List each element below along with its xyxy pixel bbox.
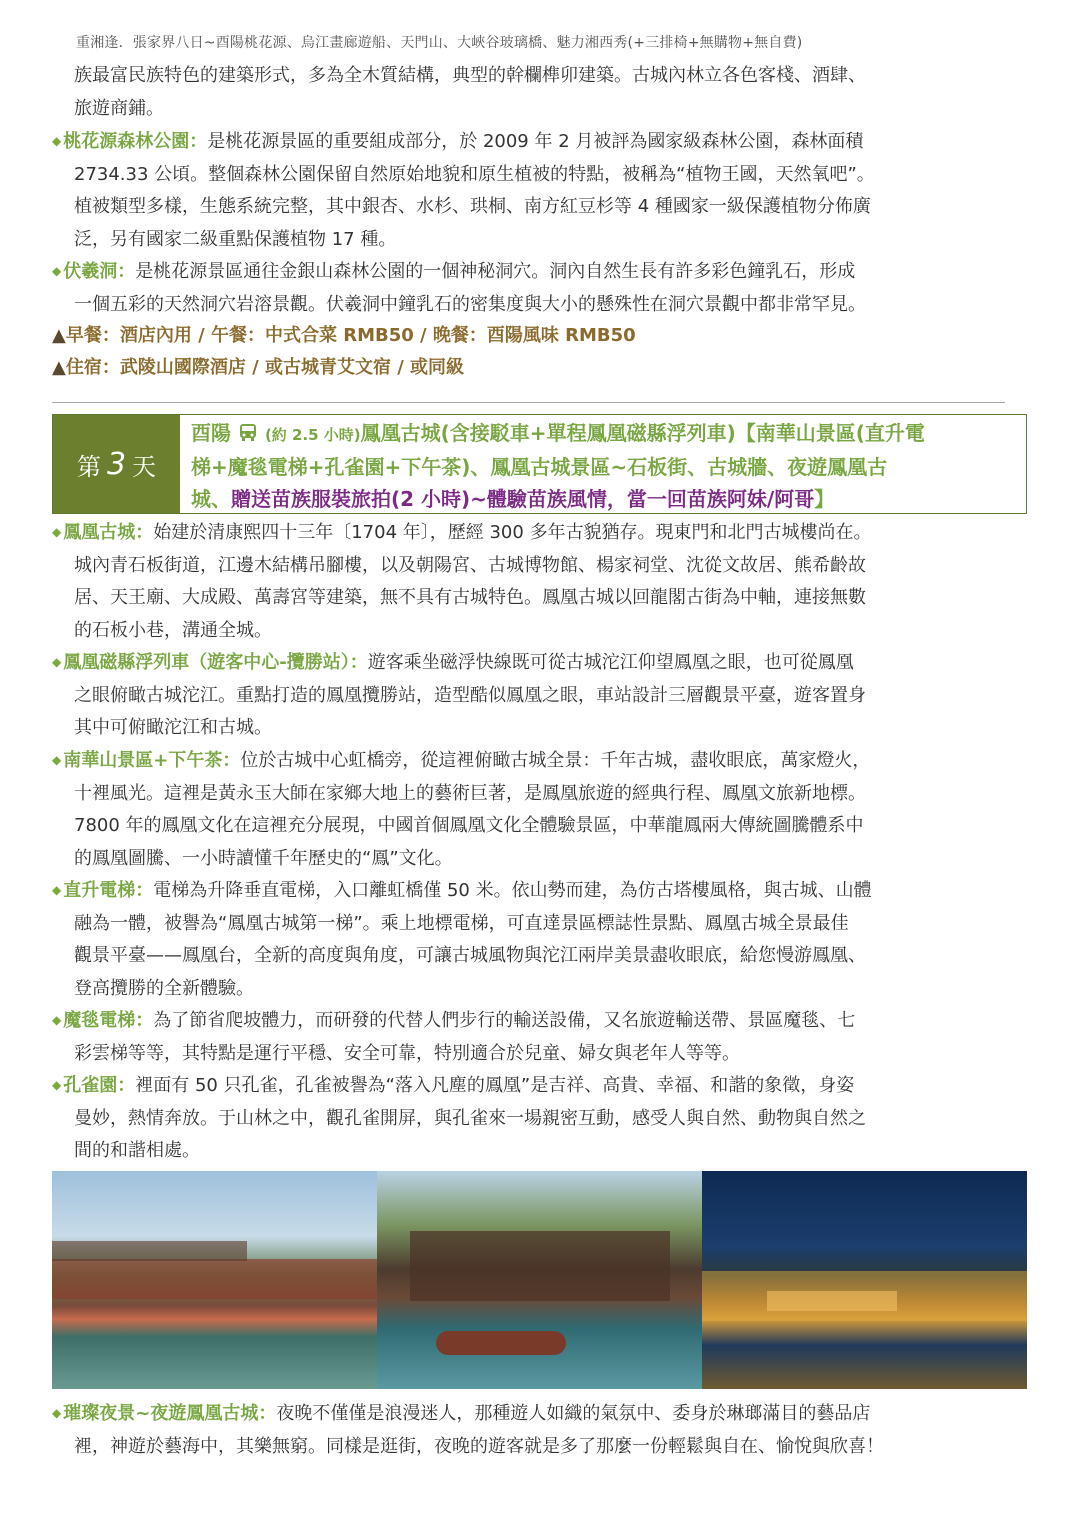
- paragraph-line: 登高攬勝的全新體驗。: [74, 977, 254, 999]
- triangle-icon: ▲: [52, 357, 66, 378]
- intro-line: 旅遊商鋪。: [74, 97, 164, 119]
- taohua-paragraph: [52, 125, 1028, 256]
- bullet-icon: ◆: [52, 753, 62, 767]
- paragraph-text: 是桃花源景區通往金銀山森林公園的一個神秘洞穴。洞內自然生長有許多彩色鐘乳石，形成: [135, 261, 856, 282]
- day-title-line3c: 】: [814, 487, 835, 511]
- intro-line: 族最富民族特色的建築形式，多為全木質結構，典型的幹欄榫卯建築。古城內林立各色客棧、酒肆、: [74, 65, 866, 86]
- photo-strip: [52, 1171, 1027, 1389]
- bullet-icon: ◆: [52, 1013, 62, 1027]
- paragraph-line: 曼妙，熱情奔放。于山林之中，觀孔雀開屏，與孔雀來一場親密互動，感受人與自然、動物與自然之: [74, 1107, 866, 1129]
- carpet-paragraph: [52, 1004, 1028, 1070]
- photo-riverside-town: [52, 1171, 377, 1389]
- bullet-icon: ◆: [52, 525, 62, 539]
- paragraph-text: 裡面有 50 只孔雀，孔雀被譽為“落入凡塵的鳳凰”是吉祥、高貴、幸福、和諧的象徵，身姿: [135, 1075, 855, 1096]
- day-title-line3a: 城、: [191, 487, 231, 511]
- paragraph-line: 之眼俯瞰古城沱江。重點打造的鳳凰攬勝站，造型酷似鳳凰之眼，車站設計三層觀景平臺，遊客置身: [74, 684, 866, 706]
- paragraph-line: 一個五彩的天然洞穴岩溶景觀。伏羲洞中鐘乳石的密集度與大小的懸殊性在洞穴景觀中都非常罕見。: [74, 293, 866, 315]
- day-number: 3: [106, 446, 127, 482]
- day-title-gift: 贈送苗族服裝旅拍(2 小時)~體驗苗族風情，當一回苗族阿妹/阿哥: [231, 487, 815, 511]
- elevator-paragraph: [52, 874, 1028, 1005]
- bullet-icon: ◆: [52, 134, 62, 148]
- bullet-icon: ◆: [52, 264, 62, 278]
- bullet-icon: ◆: [52, 1406, 62, 1420]
- paragraph-text: 遊客乘坐磁浮快線既可從古城沱江仰望鳳凰之眼，也可從鳳凰: [367, 652, 854, 673]
- meals-text: 早餐：酒店內用 / 午餐：中式合菜 RMB50 / 晚餐：酉陽風味 RMB50: [65, 325, 636, 346]
- paragraph-line: 2734.33 公頃。整個森林公園保留自然原始地貌和原生植被的特點，被稱為“植物王國，天然氧吧”。: [74, 163, 875, 185]
- bullet-icon: ◆: [52, 1078, 62, 1092]
- day-suffix: 天: [132, 452, 157, 481]
- peacock-paragraph: [52, 1069, 1028, 1168]
- fuxi-paragraph: [52, 255, 1028, 321]
- day-title-duration: (約 2.5 小時): [264, 426, 361, 444]
- paragraph-line: 裡，神遊於藝海中，其樂無窮。同樣是逛街，夜晚的遊客就是多了那麼一份輕鬆與自在、愉悅與欣喜！: [74, 1435, 884, 1457]
- paragraph-line: 觀景平臺——鳳凰台，全新的高度與角度，可讓古城風物與沱江兩岸美景盡收眼底，給您慢游鳳凰、: [74, 945, 866, 966]
- day-label: [53, 415, 180, 513]
- paragraph-title: 魔毯電梯：: [63, 1010, 154, 1031]
- paragraph-text: 位於古城中心虹橋旁，從這裡俯瞰古城全景：千年古城，盡收眼底，萬家燈火，: [240, 750, 871, 771]
- photo-stilt-houses-boat: [377, 1171, 702, 1389]
- photo-night-view: [702, 1171, 1027, 1389]
- bullet-icon: ◆: [52, 883, 62, 897]
- paragraph-title: 南華山景區+下午茶：: [63, 750, 241, 771]
- paragraph-title: 直升電梯：: [63, 880, 154, 901]
- day-title-line2: 梯+魔毯電梯+孔雀園+下午茶)、鳳凰古城景區~石板街、古城牆、夜遊鳳凰古: [191, 455, 888, 479]
- stay-line: [52, 352, 464, 384]
- paragraph-line: 7800 年的鳳凰文化在這裡充分展現，中國首個鳳凰文化全體驗景區，中華龍鳳兩大傳統圖騰體系中: [74, 815, 864, 836]
- nanhua-paragraph: [52, 744, 1028, 875]
- paragraph-line: 其中可俯瞰沱江和古城。: [74, 717, 272, 738]
- paragraph-line: 十裡風光。這裡是黃永玉大師在家鄉大地上的藝術巨著，是鳳凰旅遊的經典行程、鳳凰文旅新地標。: [74, 782, 866, 804]
- paragraph-line: 的石板小巷，溝通全城。: [74, 619, 272, 641]
- paragraph-text: 夜晚不僅僅是浪漫迷人，那種遊人如織的氣氛中、委身於琳瑯滿目的藝品店: [276, 1403, 871, 1424]
- meals-line: [52, 320, 636, 352]
- paragraph-line: 的鳳凰圖騰、一小時讀懂千年歷史的“鳳”文化。: [74, 847, 453, 869]
- paragraph-text: 是桃花源景區的重要組成部分，於 2009 年 2 月被評為國家級森林公園，森林面積: [207, 131, 864, 152]
- page-header: 重湘逢．張家界八日~酉陽桃花源、烏江畫廊遊船、天門山、大峽谷玻璃橋、魅力湘西秀(+三排椅+無購物+無自費): [76, 35, 803, 51]
- night-paragraph: [52, 1397, 1028, 1463]
- paragraph-line: 城內青石板街道，江邊木結構吊腳樓，以及朝陽宮、古城博物館、楊家祠堂、沈從文故居、熊希齡故: [74, 554, 866, 576]
- paragraph-line: 居、天王廟、大成殿、萬壽宮等建築，無不具有古城特色。鳳凰古城以回龍閣古街為中軸，連接無數: [74, 587, 866, 608]
- day-title: [191, 417, 1021, 515]
- paragraph-title: 鳳凰古城：: [63, 522, 154, 543]
- day-prefix: 第: [76, 452, 101, 481]
- triangle-icon: ▲: [52, 325, 66, 346]
- fenghuang-paragraph: [52, 516, 1028, 647]
- stay-text: 住宿：武陵山國際酒店 / 或古城青艾文宿 / 或同級: [65, 357, 465, 378]
- paragraph-line: 植被類型多樣，生態系統完整，其中銀杏、水杉、珙桐、南方紅豆杉等 4 種國家一級保護植物分佈廣: [74, 196, 871, 217]
- paragraph-line: 融為一體，被譽為“鳳凰古城第一梯”。乘上地標電梯，可直達景區標誌性景點、鳳凰古城全景最佳: [74, 912, 849, 934]
- intro-paragraph: [52, 60, 1028, 125]
- paragraph-title: 孔雀園：: [63, 1075, 136, 1096]
- paragraph-text: 為了節省爬坡體力，而研發的代替人們步行的輸送設備，又名旅遊輸送帶、景區魔毯、七: [153, 1010, 856, 1031]
- paragraph-text: 電梯為升降垂直電梯，入口離虹橋僅 50 米。依山勢而建，為仿古塔樓風格，與古城、山體: [153, 880, 872, 901]
- paragraph-title: 鳳凰磁縣浮列車（遊客中心-攬勝站）：: [63, 652, 368, 673]
- day-title-line1: 鳳凰古城(含接駁車+單程鳳凰磁縣浮列車)【南華山景區(直升電: [360, 421, 925, 445]
- bullet-icon: ◆: [52, 655, 62, 669]
- paragraph-text: 始建於清康熙四十三年〔1704 年〕，歷經 300 多年古貌猶存。現東門和北門古城樓尚在。: [153, 522, 872, 543]
- day-header-box: [52, 414, 1027, 514]
- paragraph-title: 璀璨夜景~夜遊鳳凰古城：: [63, 1403, 277, 1424]
- paragraph-line: 間的和諧相處。: [74, 1140, 200, 1161]
- day-title-origin: 酉陽: [191, 421, 231, 445]
- section-divider: [52, 402, 1005, 403]
- maglev-paragraph: [52, 646, 1028, 745]
- bus-icon: [238, 422, 258, 442]
- paragraph-line: 彩雲梯等等，其特點是運行平穩、安全可靠，特別適合於兒童、婦女與老年人等等。: [74, 1042, 740, 1064]
- paragraph-line: 泛，另有國家二級重點保護植物 17 種。: [74, 228, 397, 250]
- paragraph-title: 伏羲洞：: [63, 261, 136, 282]
- paragraph-title: 桃花源森林公園：: [63, 131, 208, 152]
